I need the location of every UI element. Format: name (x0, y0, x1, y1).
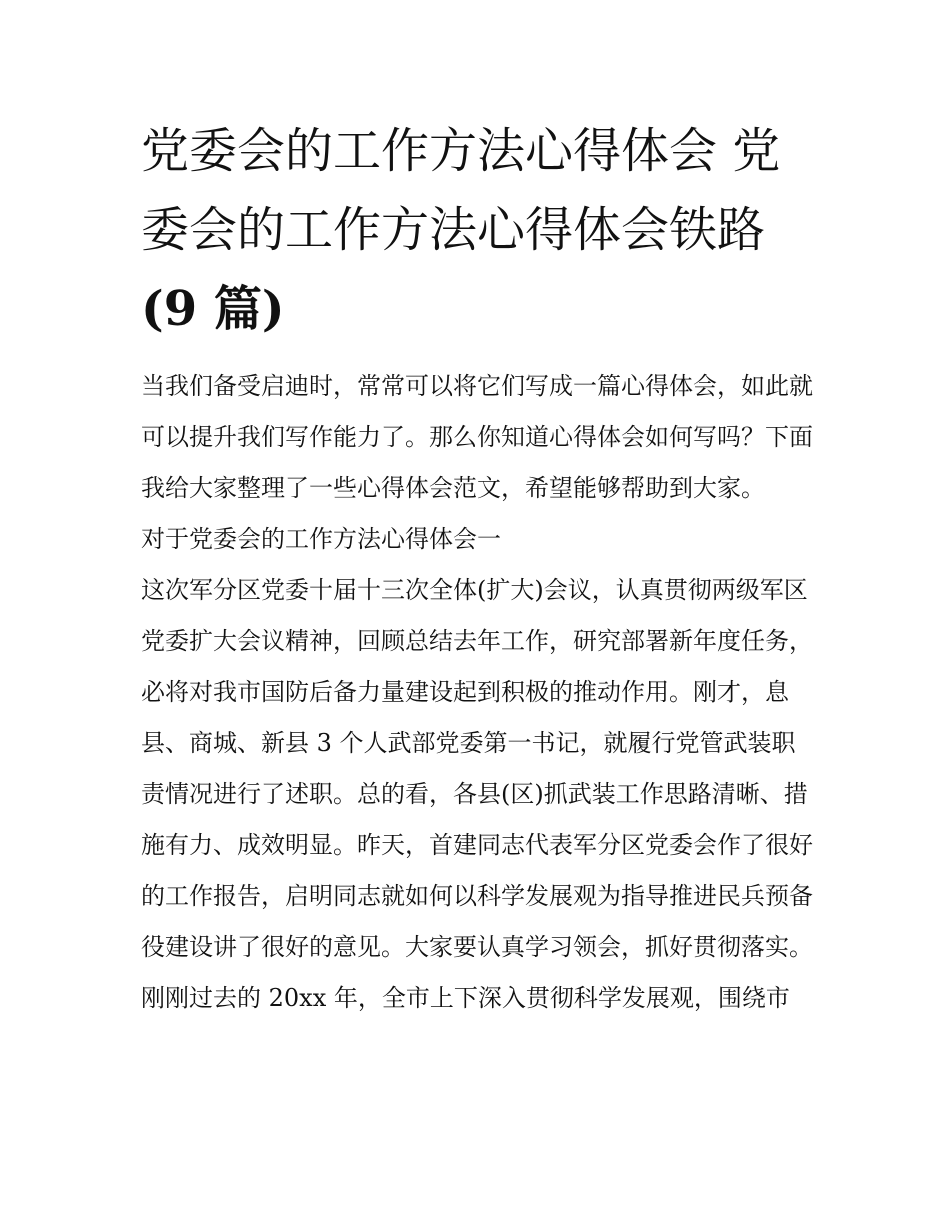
section-heading: 对于党委会的工作方法心得体会一 (141, 525, 501, 553)
document-page (141, 112, 813, 1024)
document-title (141, 112, 813, 349)
title-main: 党委会的工作方法心得体会 党委会的工作方法心得体会铁路 (141, 123, 781, 258)
body-paragraph: 这次军分区党委十届十三次全体(扩大)会议，认真贯彻两级军区党委扩大会议精神，回顾总结去年工作，研究部署新年度任务，必将对我市国防后备力量建设起到积极的推动作用。刚才，息县、商城、新县 3 个人武部党委第一书记，就履行党管武装职责情况进行了述职。总的看，各县(区)抓武装工作思路清晰、措施有力、成效明显。昨天，首建同志代表军分区党委会作了很好的工作报告，启明同志就如何以科学发展观为指导推进民兵预备役建设讲了很好的意见。大家要认真学习领会，抓好贯彻落实。 (141, 576, 813, 961)
title-count: (9 篇) (141, 281, 285, 337)
body-paragraph-continued: 刚刚过去的 20xx 年，全市上下深入贯彻科学发展观，围绕市 (141, 984, 790, 1012)
intro-paragraph: 当我们备受启迪时，常常可以将它们写成一篇心得体会，如此就可以提升我们写作能力了。那么你知道心得体会如何写吗？下面我给大家整理了一些心得体会范文，希望能够帮助到大家。 (141, 372, 813, 502)
